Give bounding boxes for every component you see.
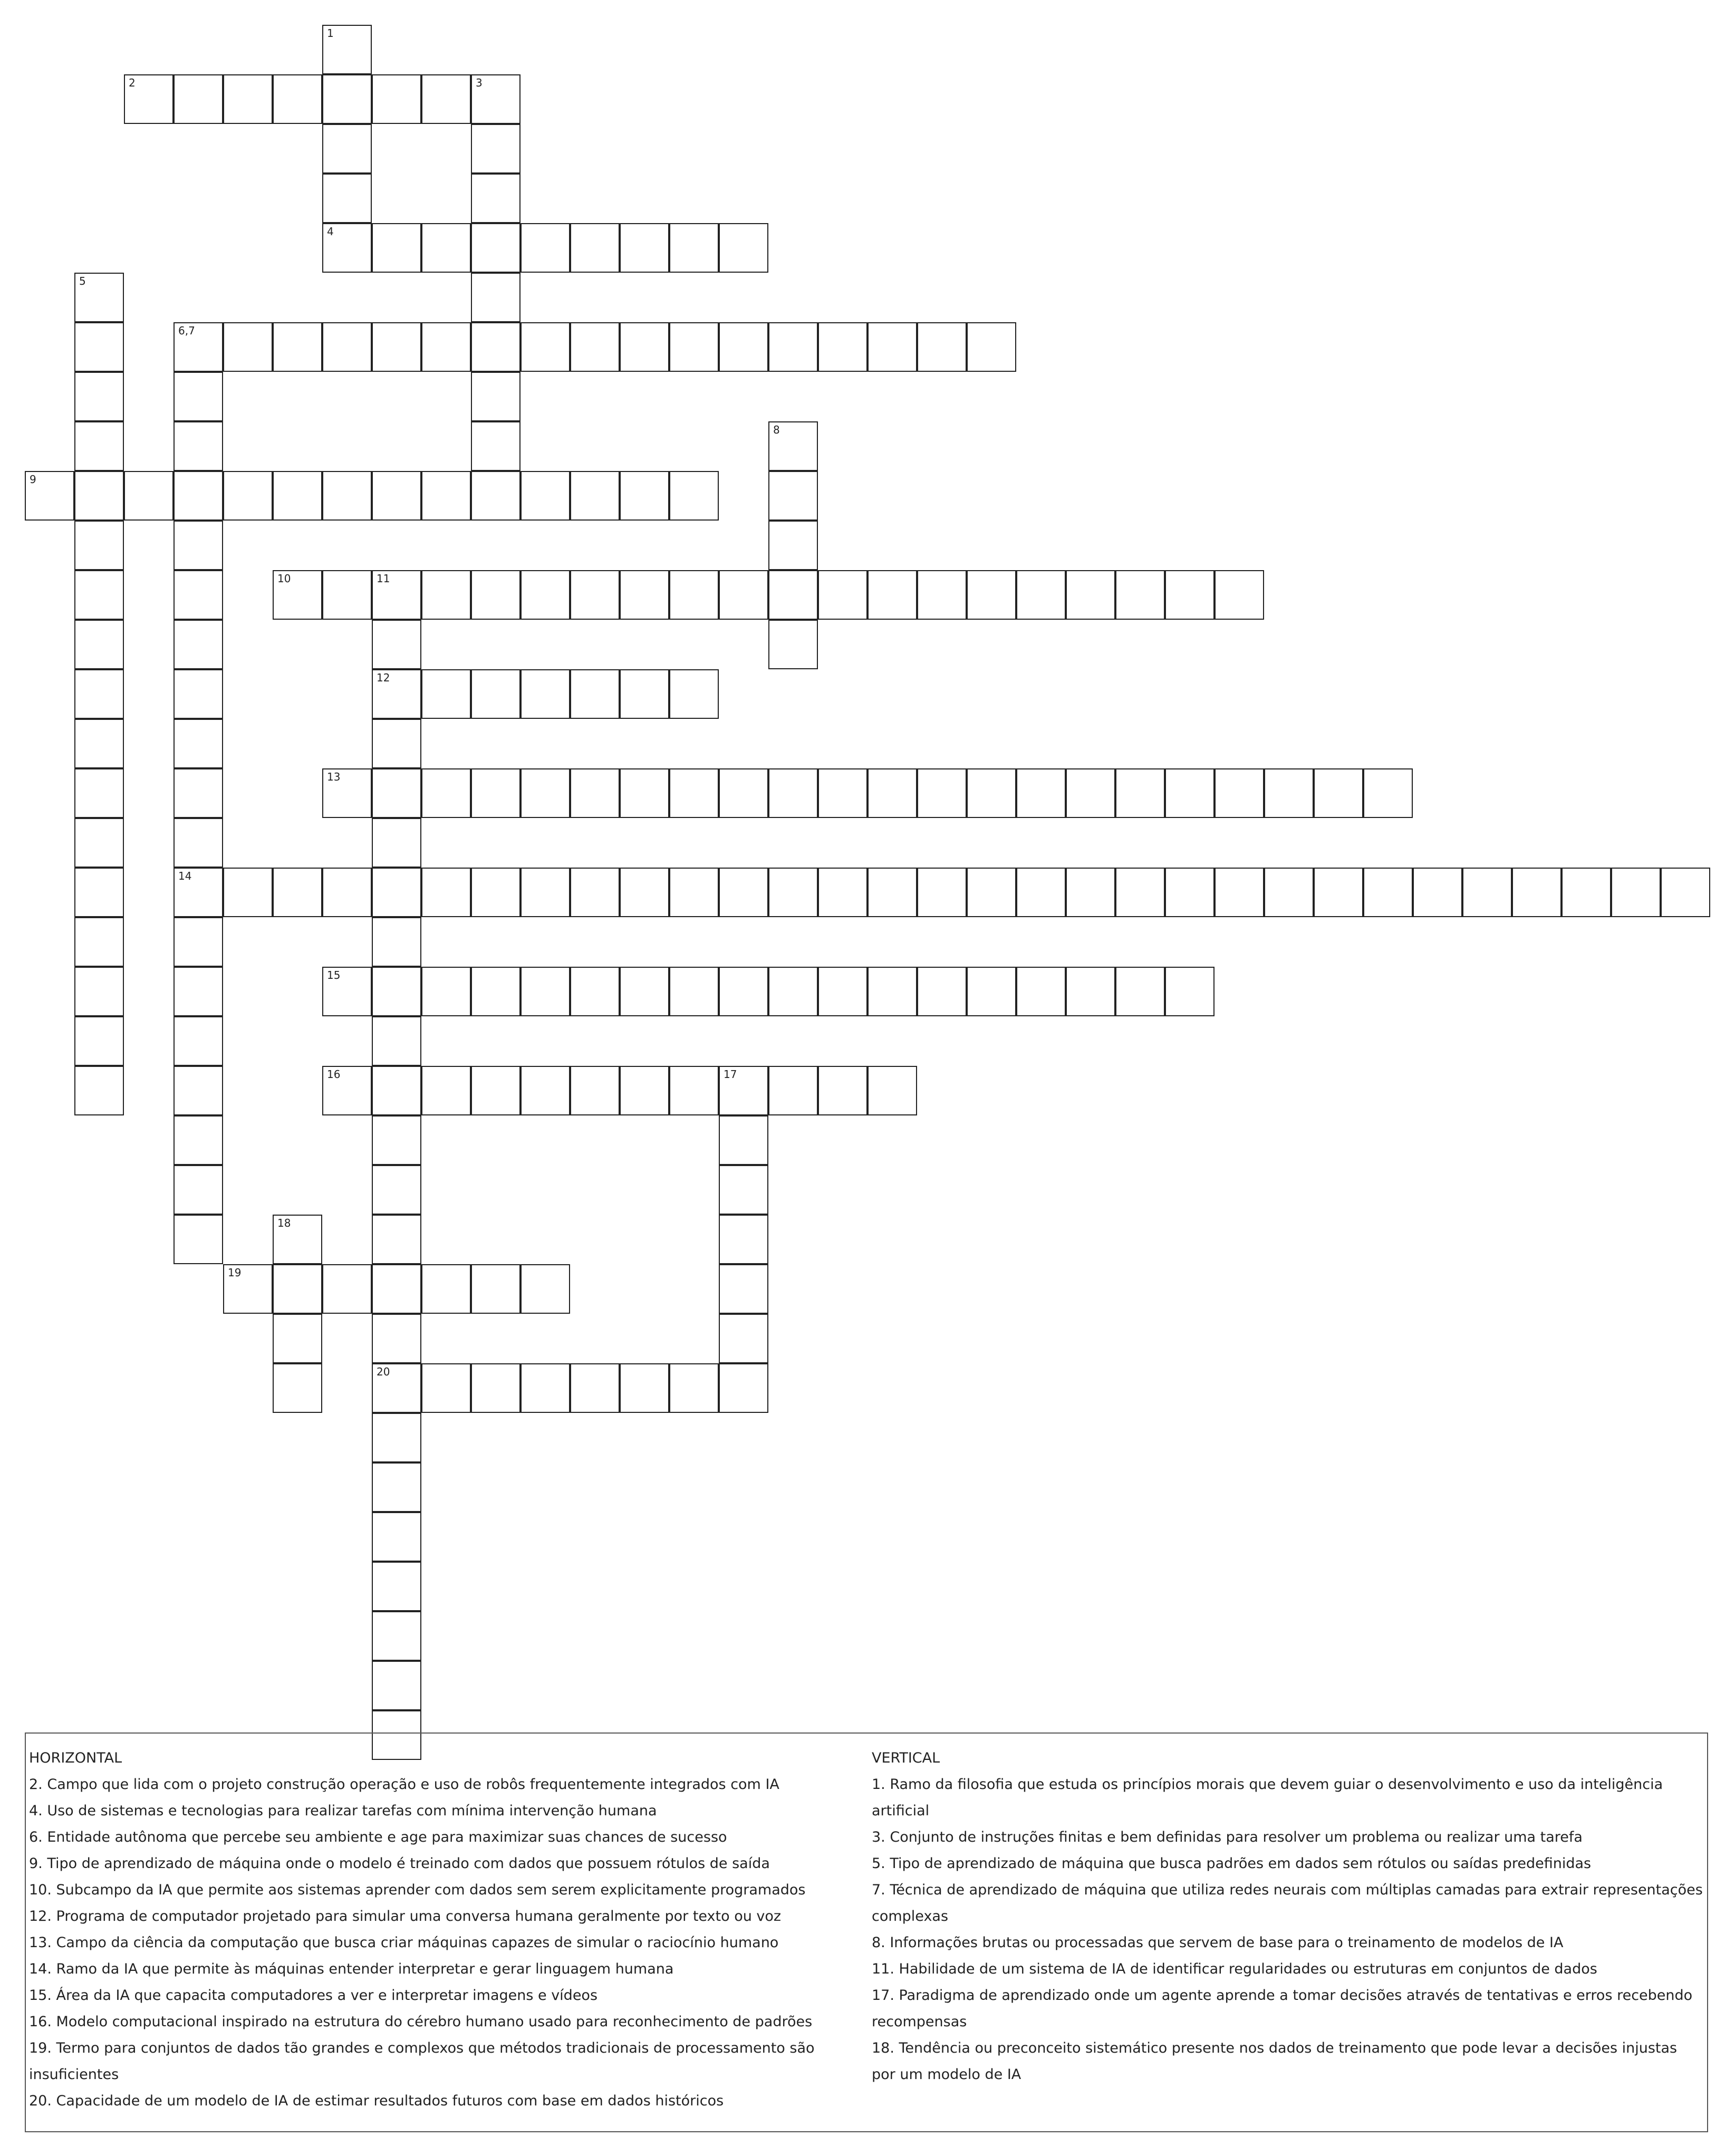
grid-cell[interactable] bbox=[570, 471, 620, 521]
grid-cell[interactable] bbox=[620, 967, 669, 1016]
grid-cell[interactable] bbox=[719, 967, 768, 1016]
grid-cell[interactable] bbox=[471, 421, 520, 471]
grid-cell[interactable] bbox=[868, 570, 917, 620]
clue-down-11: 11. Habilidade de um sistema de IA de identificar regularidades ou estruturas em conjuntos de dados bbox=[872, 1961, 1597, 1977]
grid-cell[interactable] bbox=[768, 322, 818, 372]
grid-cell[interactable] bbox=[620, 570, 669, 620]
grid-cell[interactable] bbox=[421, 669, 471, 719]
clue-number: 15 bbox=[327, 969, 341, 981]
grid-cell[interactable] bbox=[124, 74, 174, 124]
grid-cell[interactable] bbox=[669, 868, 719, 917]
grid-cell[interactable] bbox=[917, 322, 967, 372]
grid-cell[interactable] bbox=[719, 1165, 768, 1215]
grid-cell[interactable] bbox=[1462, 868, 1512, 917]
clue-number: 17 bbox=[724, 1068, 737, 1081]
grid-cell[interactable] bbox=[174, 372, 223, 421]
grid-cell[interactable] bbox=[1611, 868, 1661, 917]
grid-cell[interactable] bbox=[967, 868, 1016, 917]
grid-cell[interactable] bbox=[174, 1165, 223, 1215]
across-heading: HORIZONTAL bbox=[29, 1750, 122, 1766]
grid-cell[interactable] bbox=[868, 768, 917, 818]
grid-cell[interactable] bbox=[471, 1264, 520, 1314]
grid-cell[interactable] bbox=[669, 1363, 719, 1413]
grid-cell[interactable] bbox=[322, 25, 372, 74]
grid-cell[interactable] bbox=[520, 471, 570, 521]
grid-cell[interactable] bbox=[174, 322, 223, 372]
grid-cell[interactable] bbox=[520, 669, 570, 719]
clue-number: 5 bbox=[79, 275, 86, 287]
clue-across-2: 2. Campo que lida com o projeto construção operação e uso de robôs frequentemente integrados com IA bbox=[29, 1776, 779, 1793]
grid-cell[interactable] bbox=[1016, 570, 1066, 620]
grid-cell[interactable] bbox=[74, 620, 124, 669]
grid-cell[interactable] bbox=[719, 1363, 768, 1413]
clue-number: 16 bbox=[327, 1068, 341, 1081]
grid-cell[interactable] bbox=[322, 322, 372, 372]
grid-cell[interactable] bbox=[1363, 868, 1413, 917]
clue-number: 14 bbox=[178, 870, 192, 882]
grid-cell[interactable] bbox=[669, 471, 719, 521]
grid-cell[interactable] bbox=[818, 1066, 868, 1115]
grid-cell[interactable] bbox=[322, 967, 372, 1016]
grid-cell[interactable] bbox=[421, 570, 471, 620]
grid-cell[interactable] bbox=[322, 570, 372, 620]
grid-cell[interactable] bbox=[620, 868, 669, 917]
grid-cell[interactable] bbox=[570, 868, 620, 917]
grid-cell[interactable] bbox=[421, 1264, 471, 1314]
grid-cell[interactable] bbox=[372, 1512, 421, 1562]
grid-cell[interactable] bbox=[74, 322, 124, 372]
grid-cell[interactable] bbox=[74, 421, 124, 471]
grid-cell[interactable] bbox=[1066, 768, 1115, 818]
grid-cell[interactable] bbox=[372, 570, 421, 620]
clue-down-3: 3. Conjunto de instruções finitas e bem definidas para resolver um problema ou realizar uma tarefa bbox=[872, 1829, 1583, 1845]
clue-across-6: 6. Entidade autônoma que percebe seu ambiente e age para maximizar suas chances de sucesso bbox=[29, 1829, 727, 1845]
grid-cell[interactable] bbox=[372, 1661, 421, 1710]
grid-cell[interactable] bbox=[471, 471, 520, 521]
grid-cell[interactable] bbox=[174, 1215, 223, 1264]
grid-cell[interactable] bbox=[471, 868, 520, 917]
grid-cell[interactable] bbox=[372, 223, 421, 273]
grid-cell[interactable] bbox=[719, 1115, 768, 1165]
grid-cell[interactable] bbox=[74, 570, 124, 620]
grid-cell[interactable] bbox=[719, 868, 768, 917]
grid-cell[interactable] bbox=[471, 669, 520, 719]
clue-number: 9 bbox=[30, 473, 36, 486]
grid-cell[interactable] bbox=[74, 273, 124, 322]
grid-cell[interactable] bbox=[1214, 570, 1264, 620]
grid-cell[interactable] bbox=[322, 174, 372, 223]
grid-cell[interactable] bbox=[917, 868, 967, 917]
grid-cell[interactable] bbox=[273, 1215, 322, 1264]
clue-number: 1 bbox=[327, 27, 334, 40]
grid-cell[interactable] bbox=[471, 768, 520, 818]
grid-cell[interactable] bbox=[372, 322, 421, 372]
grid-cell[interactable] bbox=[570, 322, 620, 372]
grid-cell[interactable] bbox=[768, 620, 818, 669]
grid-cell[interactable] bbox=[570, 1066, 620, 1115]
clue-number: 6,7 bbox=[178, 324, 195, 337]
grid-cell[interactable] bbox=[520, 768, 570, 818]
grid-cell[interactable] bbox=[1562, 868, 1611, 917]
grid-cell[interactable] bbox=[74, 967, 124, 1016]
clue-number: 4 bbox=[327, 225, 334, 238]
clue-across-10: 10. Subcampo da IA que permite aos sistemas aprender com dados sem serem explicitamente programados bbox=[29, 1882, 806, 1898]
grid-cell[interactable] bbox=[1165, 570, 1214, 620]
grid-cell[interactable] bbox=[421, 1066, 471, 1115]
grid-cell[interactable] bbox=[372, 1363, 421, 1413]
clue-down-8: 8. Informações brutas ou processadas que servem de base para o treinamento de modelos de IA bbox=[872, 1934, 1564, 1951]
clue-number: 2 bbox=[129, 76, 136, 89]
grid-cell[interactable] bbox=[669, 669, 719, 719]
grid-cell[interactable] bbox=[967, 570, 1016, 620]
grid-cell[interactable] bbox=[768, 421, 818, 471]
grid-cell[interactable] bbox=[520, 223, 570, 273]
grid-cell[interactable] bbox=[174, 917, 223, 967]
grid-cell[interactable] bbox=[1661, 868, 1710, 917]
grid-cell[interactable] bbox=[174, 421, 223, 471]
grid-cell[interactable] bbox=[471, 74, 520, 124]
grid-cell[interactable] bbox=[471, 1363, 520, 1413]
grid-cell[interactable] bbox=[1363, 768, 1413, 818]
grid-cell[interactable] bbox=[719, 322, 768, 372]
grid-cell[interactable] bbox=[322, 1066, 372, 1115]
grid-cell[interactable] bbox=[74, 471, 124, 521]
grid-cell[interactable] bbox=[768, 967, 818, 1016]
grid-cell[interactable] bbox=[372, 818, 421, 868]
grid-cell[interactable] bbox=[421, 967, 471, 1016]
grid-cell[interactable] bbox=[620, 669, 669, 719]
grid-cell[interactable] bbox=[967, 768, 1016, 818]
grid-cell[interactable] bbox=[273, 868, 322, 917]
clue-across-13: 13. Campo da ciência da computação que busca criar máquinas capazes de simular o raciocínio humano bbox=[29, 1934, 779, 1951]
grid-cell[interactable] bbox=[570, 1363, 620, 1413]
grid-cell[interactable] bbox=[372, 74, 421, 124]
grid-cell[interactable] bbox=[669, 1066, 719, 1115]
grid-cell[interactable] bbox=[223, 471, 273, 521]
grid-cell[interactable] bbox=[223, 74, 273, 124]
grid-cell[interactable] bbox=[719, 1215, 768, 1264]
grid-cell[interactable] bbox=[520, 1264, 570, 1314]
grid-cell[interactable] bbox=[1165, 967, 1214, 1016]
clue-across-20: 20. Capacidade de um modelo de IA de estimar resultados futuros com base em dados históricos bbox=[29, 2093, 724, 2109]
grid-cell[interactable] bbox=[372, 768, 421, 818]
clue-down-5: 5. Tipo de aprendizado de máquina que busca padrões em dados sem rótulos ou saídas predefinidas bbox=[872, 1855, 1592, 1872]
grid-cell[interactable] bbox=[669, 223, 719, 273]
grid-cell[interactable] bbox=[620, 1066, 669, 1115]
grid-cell[interactable] bbox=[1066, 868, 1115, 917]
grid-cell[interactable] bbox=[372, 719, 421, 768]
grid-cell[interactable] bbox=[818, 868, 868, 917]
clue-across-9: 9. Tipo de aprendizado de máquina onde o modelo é treinado com dados que possuem rótulos de saída bbox=[29, 1855, 770, 1872]
clue-across-19: 19. Termo para conjuntos de dados tão grandes e complexos que métodos tradicionais de processamento são insuficientes bbox=[29, 2040, 815, 2083]
grid-cell[interactable] bbox=[372, 967, 421, 1016]
grid-cell[interactable] bbox=[520, 868, 570, 917]
grid-cell[interactable] bbox=[1314, 868, 1363, 917]
grid-cell[interactable] bbox=[174, 521, 223, 570]
grid-cell[interactable] bbox=[520, 570, 570, 620]
grid-cell[interactable] bbox=[1016, 868, 1066, 917]
grid-cell[interactable] bbox=[174, 669, 223, 719]
grid-cell[interactable] bbox=[273, 1314, 322, 1363]
grid-cell[interactable] bbox=[620, 471, 669, 521]
grid-cell[interactable] bbox=[322, 868, 372, 917]
grid-cell[interactable] bbox=[471, 372, 520, 421]
clue-number: 18 bbox=[277, 1217, 291, 1229]
grid-cell[interactable] bbox=[768, 868, 818, 917]
clue-across-12: 12. Programa de computador projetado para simular uma conversa humana geralmente por texto ou voz bbox=[29, 1908, 782, 1924]
clue-across-4: 4. Uso de sistemas e tecnologias para realizar tarefas com mínima intervenção humana bbox=[29, 1803, 657, 1819]
grid-cell[interactable] bbox=[570, 967, 620, 1016]
clue-number: 13 bbox=[327, 771, 341, 783]
grid-cell[interactable] bbox=[719, 1264, 768, 1314]
grid-cell[interactable] bbox=[471, 223, 520, 273]
grid-cell[interactable] bbox=[768, 471, 818, 521]
grid-cell[interactable] bbox=[868, 322, 917, 372]
grid-cell[interactable] bbox=[669, 768, 719, 818]
grid-cell[interactable] bbox=[421, 868, 471, 917]
grid-cell[interactable] bbox=[1115, 768, 1165, 818]
grid-cell[interactable] bbox=[471, 1066, 520, 1115]
grid-cell[interactable] bbox=[322, 471, 372, 521]
grid-cell[interactable] bbox=[74, 917, 124, 967]
grid-cell[interactable] bbox=[174, 471, 223, 521]
grid-cell[interactable] bbox=[322, 124, 372, 174]
grid-cell[interactable] bbox=[174, 620, 223, 669]
down-clues bbox=[872, 1745, 1705, 2088]
grid-cell[interactable] bbox=[372, 1413, 421, 1462]
grid-cell[interactable] bbox=[372, 917, 421, 967]
grid-cell[interactable] bbox=[174, 570, 223, 620]
grid-cell[interactable] bbox=[421, 322, 471, 372]
clue-number: 12 bbox=[377, 671, 390, 684]
grid-cell[interactable] bbox=[372, 1264, 421, 1314]
grid-cell[interactable] bbox=[372, 1562, 421, 1611]
grid-cell[interactable] bbox=[174, 967, 223, 1016]
grid-cell[interactable] bbox=[25, 471, 74, 521]
grid-cell[interactable] bbox=[1165, 868, 1214, 917]
grid-cell[interactable] bbox=[174, 1115, 223, 1165]
grid-cell[interactable] bbox=[719, 1314, 768, 1363]
grid-cell[interactable] bbox=[1066, 570, 1115, 620]
grid-cell[interactable] bbox=[620, 768, 669, 818]
grid-cell[interactable] bbox=[273, 322, 322, 372]
grid-cell[interactable] bbox=[570, 570, 620, 620]
grid-cell[interactable] bbox=[570, 223, 620, 273]
grid-cell[interactable] bbox=[917, 967, 967, 1016]
grid-cell[interactable] bbox=[124, 471, 174, 521]
grid-cell[interactable] bbox=[322, 768, 372, 818]
clue-down-1: 1. Ramo da filosofia que estuda os princípios morais que devem guiar o desenvolvimento e uso da inteligência artificial bbox=[872, 1776, 1663, 1819]
grid-cell[interactable] bbox=[421, 74, 471, 124]
grid-cell[interactable] bbox=[372, 471, 421, 521]
clue-down-17: 17. Paradigma de aprendizado onde um agente aprende a tomar decisões através de tentativas e erros recebendo recompensas bbox=[872, 1987, 1693, 2030]
clue-down-18: 18. Tendência ou preconceito sistemático presente nos dados de treinamento que pode levar a decisões injustas por um modelo de IA bbox=[872, 2040, 1678, 2083]
grid-cell[interactable] bbox=[520, 322, 570, 372]
grid-cell[interactable] bbox=[174, 719, 223, 768]
grid-cell[interactable] bbox=[1016, 768, 1066, 818]
grid-cell[interactable] bbox=[1115, 967, 1165, 1016]
grid-cell[interactable] bbox=[174, 868, 223, 917]
grid-cell[interactable] bbox=[372, 1462, 421, 1512]
grid-cell[interactable] bbox=[818, 967, 868, 1016]
grid-cell[interactable] bbox=[322, 1264, 372, 1314]
grid-cell[interactable] bbox=[74, 818, 124, 868]
grid-cell[interactable] bbox=[570, 768, 620, 818]
grid-cell[interactable] bbox=[74, 372, 124, 421]
grid-cell[interactable] bbox=[1115, 570, 1165, 620]
grid-cell[interactable] bbox=[372, 1115, 421, 1165]
grid-cell[interactable] bbox=[620, 1363, 669, 1413]
grid-cell[interactable] bbox=[372, 1016, 421, 1066]
clue-number: 19 bbox=[228, 1266, 242, 1279]
clue-number: 10 bbox=[277, 572, 291, 585]
grid-cell[interactable] bbox=[719, 1066, 768, 1115]
grid-cell[interactable] bbox=[74, 669, 124, 719]
grid-cell[interactable] bbox=[74, 868, 124, 917]
grid-cell[interactable] bbox=[818, 768, 868, 818]
grid-cell[interactable] bbox=[520, 1066, 570, 1115]
down-heading: VERTICAL bbox=[872, 1750, 940, 1766]
clue-number: 8 bbox=[773, 424, 780, 436]
grid-cell[interactable] bbox=[471, 273, 520, 322]
grid-cell[interactable] bbox=[74, 1066, 124, 1115]
grid-cell[interactable] bbox=[868, 868, 917, 917]
grid-cell[interactable] bbox=[174, 1066, 223, 1115]
grid-cell[interactable] bbox=[273, 471, 322, 521]
grid-cell[interactable] bbox=[174, 74, 223, 124]
across-clues bbox=[29, 1745, 862, 2114]
grid-cell[interactable] bbox=[273, 1264, 322, 1314]
grid-cell[interactable] bbox=[471, 322, 520, 372]
grid-cell[interactable] bbox=[1016, 967, 1066, 1016]
grid-cell[interactable] bbox=[174, 1016, 223, 1066]
grid-cell[interactable] bbox=[1214, 768, 1264, 818]
grid-cell[interactable] bbox=[421, 1363, 471, 1413]
grid-cell[interactable] bbox=[174, 768, 223, 818]
grid-cell[interactable] bbox=[1066, 967, 1115, 1016]
clue-across-16: 16. Modelo computacional inspirado na estrutura do cérebro humano usado para reconhecimento de padrões bbox=[29, 2014, 813, 2030]
grid-cell[interactable] bbox=[719, 223, 768, 273]
grid-cell[interactable] bbox=[322, 74, 372, 124]
clues-panel bbox=[25, 1732, 1708, 2132]
grid-cell[interactable] bbox=[1264, 868, 1314, 917]
grid-cell[interactable] bbox=[372, 1165, 421, 1215]
grid-cell[interactable] bbox=[768, 768, 818, 818]
grid-cell[interactable] bbox=[471, 124, 520, 174]
grid-cell[interactable] bbox=[322, 223, 372, 273]
grid-cell[interactable] bbox=[74, 1016, 124, 1066]
clue-down-7: 7. Técnica de aprendizado de máquina que utiliza redes neurais com múltiplas camadas para extrair representações complexas bbox=[872, 1882, 1703, 1924]
grid-cell[interactable] bbox=[471, 570, 520, 620]
grid-cell[interactable] bbox=[223, 1264, 273, 1314]
grid-cell[interactable] bbox=[223, 868, 273, 917]
grid-cell[interactable] bbox=[669, 570, 719, 620]
grid-cell[interactable] bbox=[1264, 768, 1314, 818]
grid-cell[interactable] bbox=[372, 1066, 421, 1115]
grid-cell[interactable] bbox=[868, 1066, 917, 1115]
grid-cell[interactable] bbox=[967, 322, 1016, 372]
grid-cell[interactable] bbox=[719, 570, 768, 620]
grid-cell[interactable] bbox=[570, 669, 620, 719]
grid-cell[interactable] bbox=[1413, 868, 1462, 917]
grid-cell[interactable] bbox=[768, 1066, 818, 1115]
clue-number: 11 bbox=[377, 572, 390, 585]
grid-cell[interactable] bbox=[74, 521, 124, 570]
grid-cell[interactable] bbox=[520, 1363, 570, 1413]
grid-cell[interactable] bbox=[74, 719, 124, 768]
grid-cell[interactable] bbox=[868, 967, 917, 1016]
grid-cell[interactable] bbox=[372, 1314, 421, 1363]
grid-cell[interactable] bbox=[421, 768, 471, 818]
grid-cell[interactable] bbox=[471, 174, 520, 223]
grid-cell[interactable] bbox=[669, 322, 719, 372]
grid-cell[interactable] bbox=[818, 570, 868, 620]
grid-cell[interactable] bbox=[1512, 868, 1562, 917]
clue-number: 20 bbox=[377, 1365, 390, 1378]
grid-cell[interactable] bbox=[917, 570, 967, 620]
grid-cell[interactable] bbox=[372, 620, 421, 669]
grid-cell[interactable] bbox=[768, 521, 818, 570]
grid-cell[interactable] bbox=[1165, 768, 1214, 818]
grid-cell[interactable] bbox=[520, 967, 570, 1016]
grid-cell[interactable] bbox=[174, 818, 223, 868]
grid-cell[interactable] bbox=[1314, 768, 1363, 818]
grid-cell[interactable] bbox=[620, 223, 669, 273]
grid-cell[interactable] bbox=[967, 967, 1016, 1016]
grid-cell[interactable] bbox=[1115, 868, 1165, 917]
grid-cell[interactable] bbox=[273, 1363, 322, 1413]
grid-cell[interactable] bbox=[917, 768, 967, 818]
grid-cell[interactable] bbox=[421, 223, 471, 273]
grid-cell[interactable] bbox=[768, 570, 818, 620]
grid-cell[interactable] bbox=[421, 471, 471, 521]
grid-cell[interactable] bbox=[471, 967, 520, 1016]
grid-cell[interactable] bbox=[620, 322, 669, 372]
grid-cell[interactable] bbox=[372, 1215, 421, 1264]
grid-cell[interactable] bbox=[372, 868, 421, 917]
clue-across-14: 14. Ramo da IA que permite às máquinas entender interpretar e gerar linguagem humana bbox=[29, 1961, 674, 1977]
grid-cell[interactable] bbox=[273, 570, 322, 620]
grid-cell[interactable] bbox=[372, 669, 421, 719]
grid-cell[interactable] bbox=[1214, 868, 1264, 917]
clue-across-15: 15. Área da IA que capacita computadores a ver e interpretar imagens e vídeos bbox=[29, 1987, 598, 2004]
grid-cell[interactable] bbox=[273, 74, 322, 124]
grid-cell[interactable] bbox=[669, 967, 719, 1016]
clue-number: 3 bbox=[476, 76, 483, 89]
grid-cell[interactable] bbox=[719, 768, 768, 818]
grid-cell[interactable] bbox=[818, 322, 868, 372]
grid-cell[interactable] bbox=[372, 1611, 421, 1661]
grid-cell[interactable] bbox=[74, 768, 124, 818]
grid-cell[interactable] bbox=[223, 322, 273, 372]
